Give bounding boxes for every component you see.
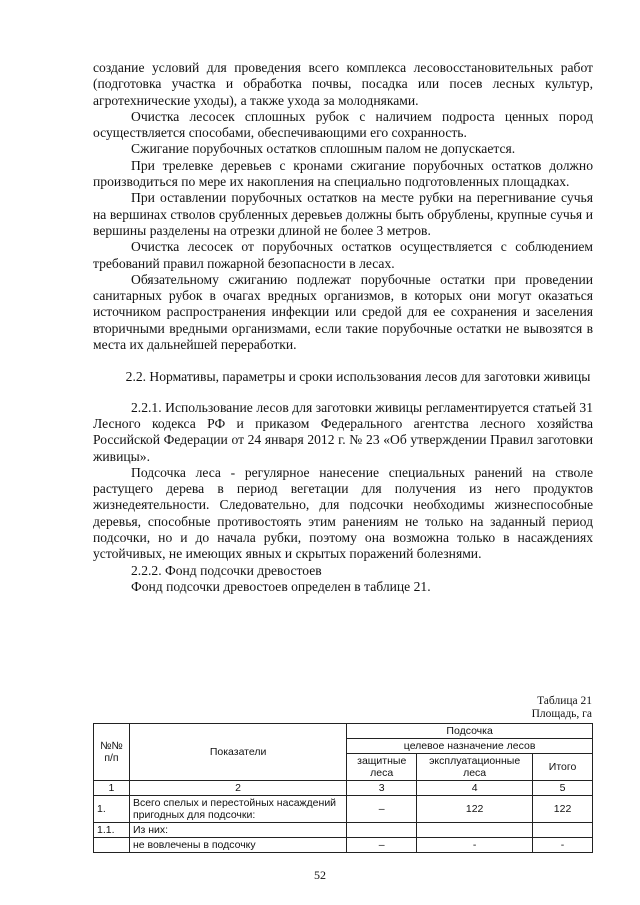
body-text bbox=[93, 60, 593, 595]
column-number: 2 bbox=[129, 781, 346, 796]
row-label: Из них: bbox=[129, 823, 346, 838]
column-number: 1 bbox=[94, 781, 130, 796]
row-num: 1.1. bbox=[94, 823, 130, 838]
section-heading: 2.2. Нормативы, параметры и сроки использования лесов для заготовки живицы bbox=[125, 369, 591, 385]
table-row bbox=[94, 838, 593, 853]
table-row bbox=[94, 781, 593, 796]
paragraph: При оставлении порубочных остатков на месте рубки на перегнивание сучья на вершинах стволов срубленных деревьев должны быть обрублены, крупные сучья и вершины разделены на отрезки длиной не более 3 метров. bbox=[93, 190, 593, 238]
paragraph: Очистка лесосек от порубочных остатков осуществляется с соблюдением требований правил пожарной безопасности в лесах. bbox=[93, 239, 593, 271]
table-caption bbox=[532, 695, 592, 721]
paragraph: Подсочка леса - регулярное нанесение специальных ранений на стволе растущего дерева в период вегетации для получения из него продуктов жизнедеятельности. Следовательно, для подсочки необходимы жизнеспособные деревья, способные противостоять этим ранениям не только на заданный период подсочки, но и до начала рубки, поэтому она возможна только в насаждениях устойчивых, не имеющих явных и скрытых поражений болезнями. bbox=[93, 464, 593, 562]
cell-empty bbox=[94, 838, 130, 853]
cell-empty bbox=[533, 823, 593, 838]
cell-total: 122 bbox=[533, 796, 593, 823]
table-row bbox=[94, 796, 593, 823]
cell-total: - bbox=[533, 838, 593, 853]
column-number: 4 bbox=[417, 781, 533, 796]
header-exploitation: эксплуатационные леса bbox=[417, 754, 533, 781]
row-label: Всего спелых и перестойных насаждений пригодных для подсочки: bbox=[129, 796, 346, 823]
paragraph: Фонд подсочки древостоев определен в таблице 21. bbox=[131, 578, 431, 594]
subsection-heading: 2.2.2. Фонд подсочки древостоев bbox=[131, 562, 322, 578]
paragraph: Сжигание порубочных остатков сплошным палом не допускается. bbox=[131, 141, 516, 157]
cell-protective: – bbox=[347, 796, 417, 823]
row-label: не вовлечены в подсочку bbox=[129, 838, 346, 853]
paragraph: 2.2.1. Использование лесов для заготовки живицы регламентируется статьей 31 Лесного кодекса РФ и приказом Федерального агентства лесного хозяйства Российской Федерации от 24 января 2012 г. № 23 «Об утверждении Правил заготовки живицы». bbox=[93, 399, 593, 464]
page-number: 52 bbox=[314, 868, 326, 882]
paragraph: создание условий для проведения всего комплекса лесовосстановительных работ (подготовка участка и обработка почвы, посадка или посев лесных культур, агротехнические уходы), а также ухода за молодняками. bbox=[93, 60, 593, 108]
table-units: Площадь, га bbox=[531, 708, 592, 720]
header-group: Подсочка bbox=[347, 724, 593, 739]
cell-empty bbox=[347, 823, 417, 838]
header-indicators: Показатели bbox=[129, 724, 346, 781]
paragraph: Обязательному сжиганию подлежат порубочные остатки при проведении санитарных рубок в очагах вредных организмов, в которых они могут оказаться источником распространения инфекции или средой для ее сохранения и заселения вторичными вредными организмами, если такие порубочные остатки не вывозятся в места их дальнейшей переработки. bbox=[93, 271, 593, 353]
header-protective: защитные леса bbox=[347, 754, 417, 781]
column-number: 5 bbox=[533, 781, 593, 796]
table-title: Таблица 21 bbox=[537, 695, 592, 707]
header-subgroup: целевое назначение лесов bbox=[347, 739, 593, 754]
cell-exploitation: 122 bbox=[417, 796, 533, 823]
header-num: №№ п/п bbox=[94, 724, 130, 781]
data-table bbox=[93, 723, 593, 853]
table-row bbox=[94, 823, 593, 838]
row-num: 1. bbox=[94, 796, 130, 823]
cell-protective: – bbox=[347, 838, 417, 853]
column-number: 3 bbox=[347, 781, 417, 796]
cell-empty bbox=[417, 823, 533, 838]
header-total: Итого bbox=[533, 754, 593, 781]
cell-exploitation: - bbox=[417, 838, 533, 853]
paragraph: Очистка лесосек сплошных рубок с наличием подроста ценных пород осуществляется способами, обеспечивающими его сохранность. bbox=[93, 108, 593, 141]
paragraph: При трелевке деревьев с кронами сжигание порубочных остатков должно производиться по мере их накопления на специально подготовленных площадках. bbox=[93, 157, 593, 190]
